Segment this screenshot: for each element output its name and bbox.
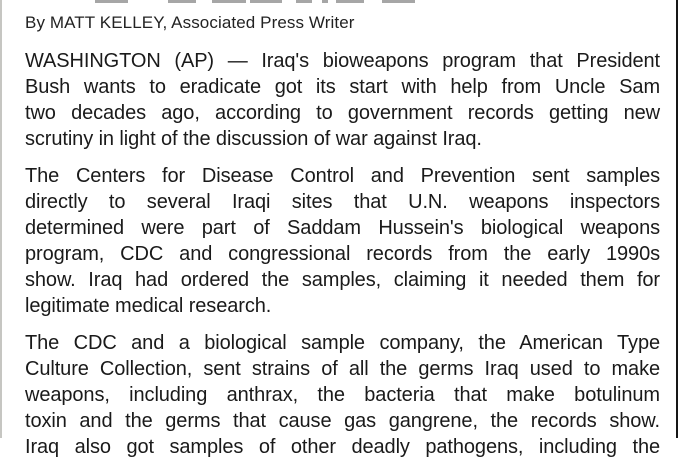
article-line: WASHINGTON (AP) — Iraq's bioweapons program that President bbox=[25, 50, 660, 72]
article-content bbox=[2, 0, 674, 471]
article-paragraph bbox=[25, 48, 660, 152]
article-line: The Centers for Disease Control and Prevention sent samples bbox=[25, 165, 660, 187]
article-line: Culture Collection, sent strains of all the germs Iraq used to make bbox=[25, 358, 660, 380]
article-line: program, CDC and congressional records from the early 1990s bbox=[25, 243, 660, 265]
right-border-rule bbox=[676, 0, 678, 438]
article-line: Bush wants to eradicate got its start with help from Uncle Sam bbox=[25, 76, 660, 98]
article-line: legitimate medical research. bbox=[25, 295, 272, 317]
article-paragraph bbox=[25, 163, 660, 319]
article-line: toxin and the germs that cause gas gangrene, the records show. bbox=[25, 410, 660, 432]
article-paragraph bbox=[25, 330, 660, 460]
article-paragraphs bbox=[25, 48, 660, 460]
article-line: determined were part of Saddam Hussein's biological weapons bbox=[25, 217, 660, 239]
article-line: scrutiny in light of the discussion of war against Iraq. bbox=[25, 128, 482, 150]
article-line: The CDC and a biological sample company, the American Type bbox=[25, 332, 660, 354]
byline: By MATT KELLEY, Associated Press Writer bbox=[25, 13, 355, 32]
article-line: Iraq also got samples of other deadly pathogens, including the bbox=[25, 436, 660, 458]
article-line: weapons, including anthrax, the bacteria that make botulinum bbox=[25, 384, 660, 406]
article-line: show. Iraq had ordered the samples, claiming it needed them for bbox=[25, 269, 660, 291]
article-line: two decades ago, according to government records getting new bbox=[25, 102, 660, 124]
article-line: directly to several Iraqi sites that U.N. weapons inspectors bbox=[25, 191, 660, 213]
